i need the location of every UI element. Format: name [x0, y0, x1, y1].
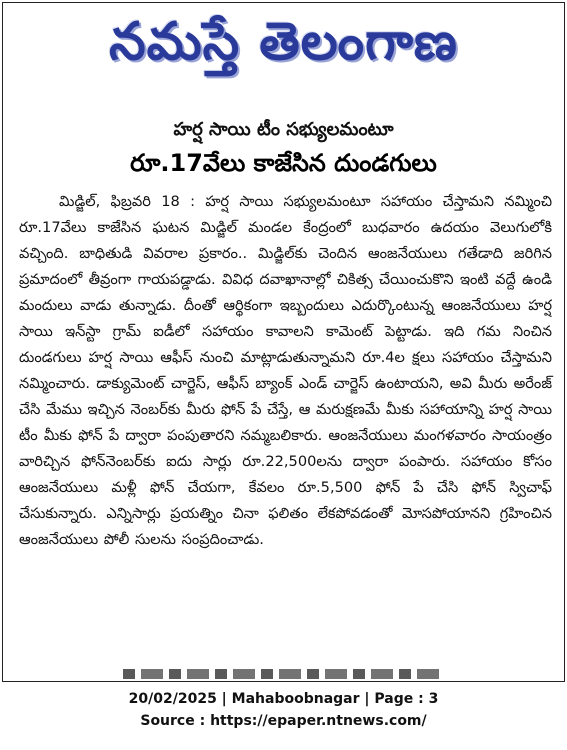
- article-kicker: హర్ష సాయి టీం సభ్యులమంటూ: [173, 119, 394, 140]
- newspaper-clipping: [2, 2, 565, 682]
- edition-info: 20/02/2025 | Mahaboobnagar | Page : 3: [128, 691, 439, 707]
- article-body: [19, 189, 552, 553]
- newspaper-masthead: నమస్తే తెలంగాణ: [109, 12, 458, 72]
- source-link[interactable]: Source : https://epaper.ntnews.com/: [140, 713, 427, 729]
- article-headline: రూ.17వేలు కాజేసిన దుండగులు: [130, 149, 437, 177]
- cut-off-next-headline: [123, 669, 444, 679]
- article-paragraph: మిడ్జిల్, ఫిబ్రవరి 18 : హర్ష సాయి సభ్యులమంటూ సహాయం చేస్తామని నమ్మించి రూ.17వేలు కాజేసిన ఘటన మిడ్జిల్ మండల కేంద్రంలో బుధవారం ఉదయం వెలుగులోకి వచ్చింది. బాధితుడి వివరాల ప్రకారం.. మిడ్జిల్‌కు చెందిన ఆంజనేయులు గతేడాది జరిగిన ప్రమాదంలో తీవ్రంగా గాయపడ్డాడు. వివిధ దవాఖానాల్లో చికిత్స చేయించుకొని ఇంటి వద్దే ఉండి మందులు వాడు తున్నాడు. దీంతో ఆర్థికంగా ఇబ్బందులు ఎదుర్కొంటున్న ఆంజనేయులు హర్ష సాయి ఇన్‌స్టా గ్రామ్ ఐడీలో సహాయం కావాలని కామెంట్ పెట్టాడు. ఇది గమ నించిన దుండగులు హర్ష సాయి ఆఫీస్ నుంచి మాట్లాడుతున్నామని రూ.4ల క్షలు సహాయం చేస్తామని నమ్మించారు. డాక్యుమెంట్ చార్జెస్, ఆఫీస్ బ్యాంక్ ఎండ్ చార్జెస్ ఉంటాయని, అవి మీరు అరేంజ్ చేసి మేము ఇచ్చిన నెంబర్‌కు మీరు ఫోన్ పే చేస్తే, ఆ మరుక్షణమే మీకు సహాయాన్ని హర్ష సాయి టీం మీకు ఫోన్ పే ద్వారా పంపుతారని నమ్మబలికారు. ఆంజనేయులు మంగళవారం సాయంత్రం వారిచ్చిన ఫోన్‌నెంబర్‌కు ఐదు సార్లు రూ.22,500లను ద్వారా పంపారు. సహాయం కోసం ఆంజనేయులు మళ్లీ ఫోన్ చేయగా, కేవలం రూ.5,500 ఫోన్ పే చేసి ఫోన్ స్విచాఫ్ చేసుకున్నారు. ఎన్నిసార్లు ప్రయత్నిం చినా ఫలితం లేకపోవడంతో మోసపోయానని గ్రహించిన ఆంజనేయులు పోలీ సులను సంప్రదించాడు.: [19, 193, 552, 548]
